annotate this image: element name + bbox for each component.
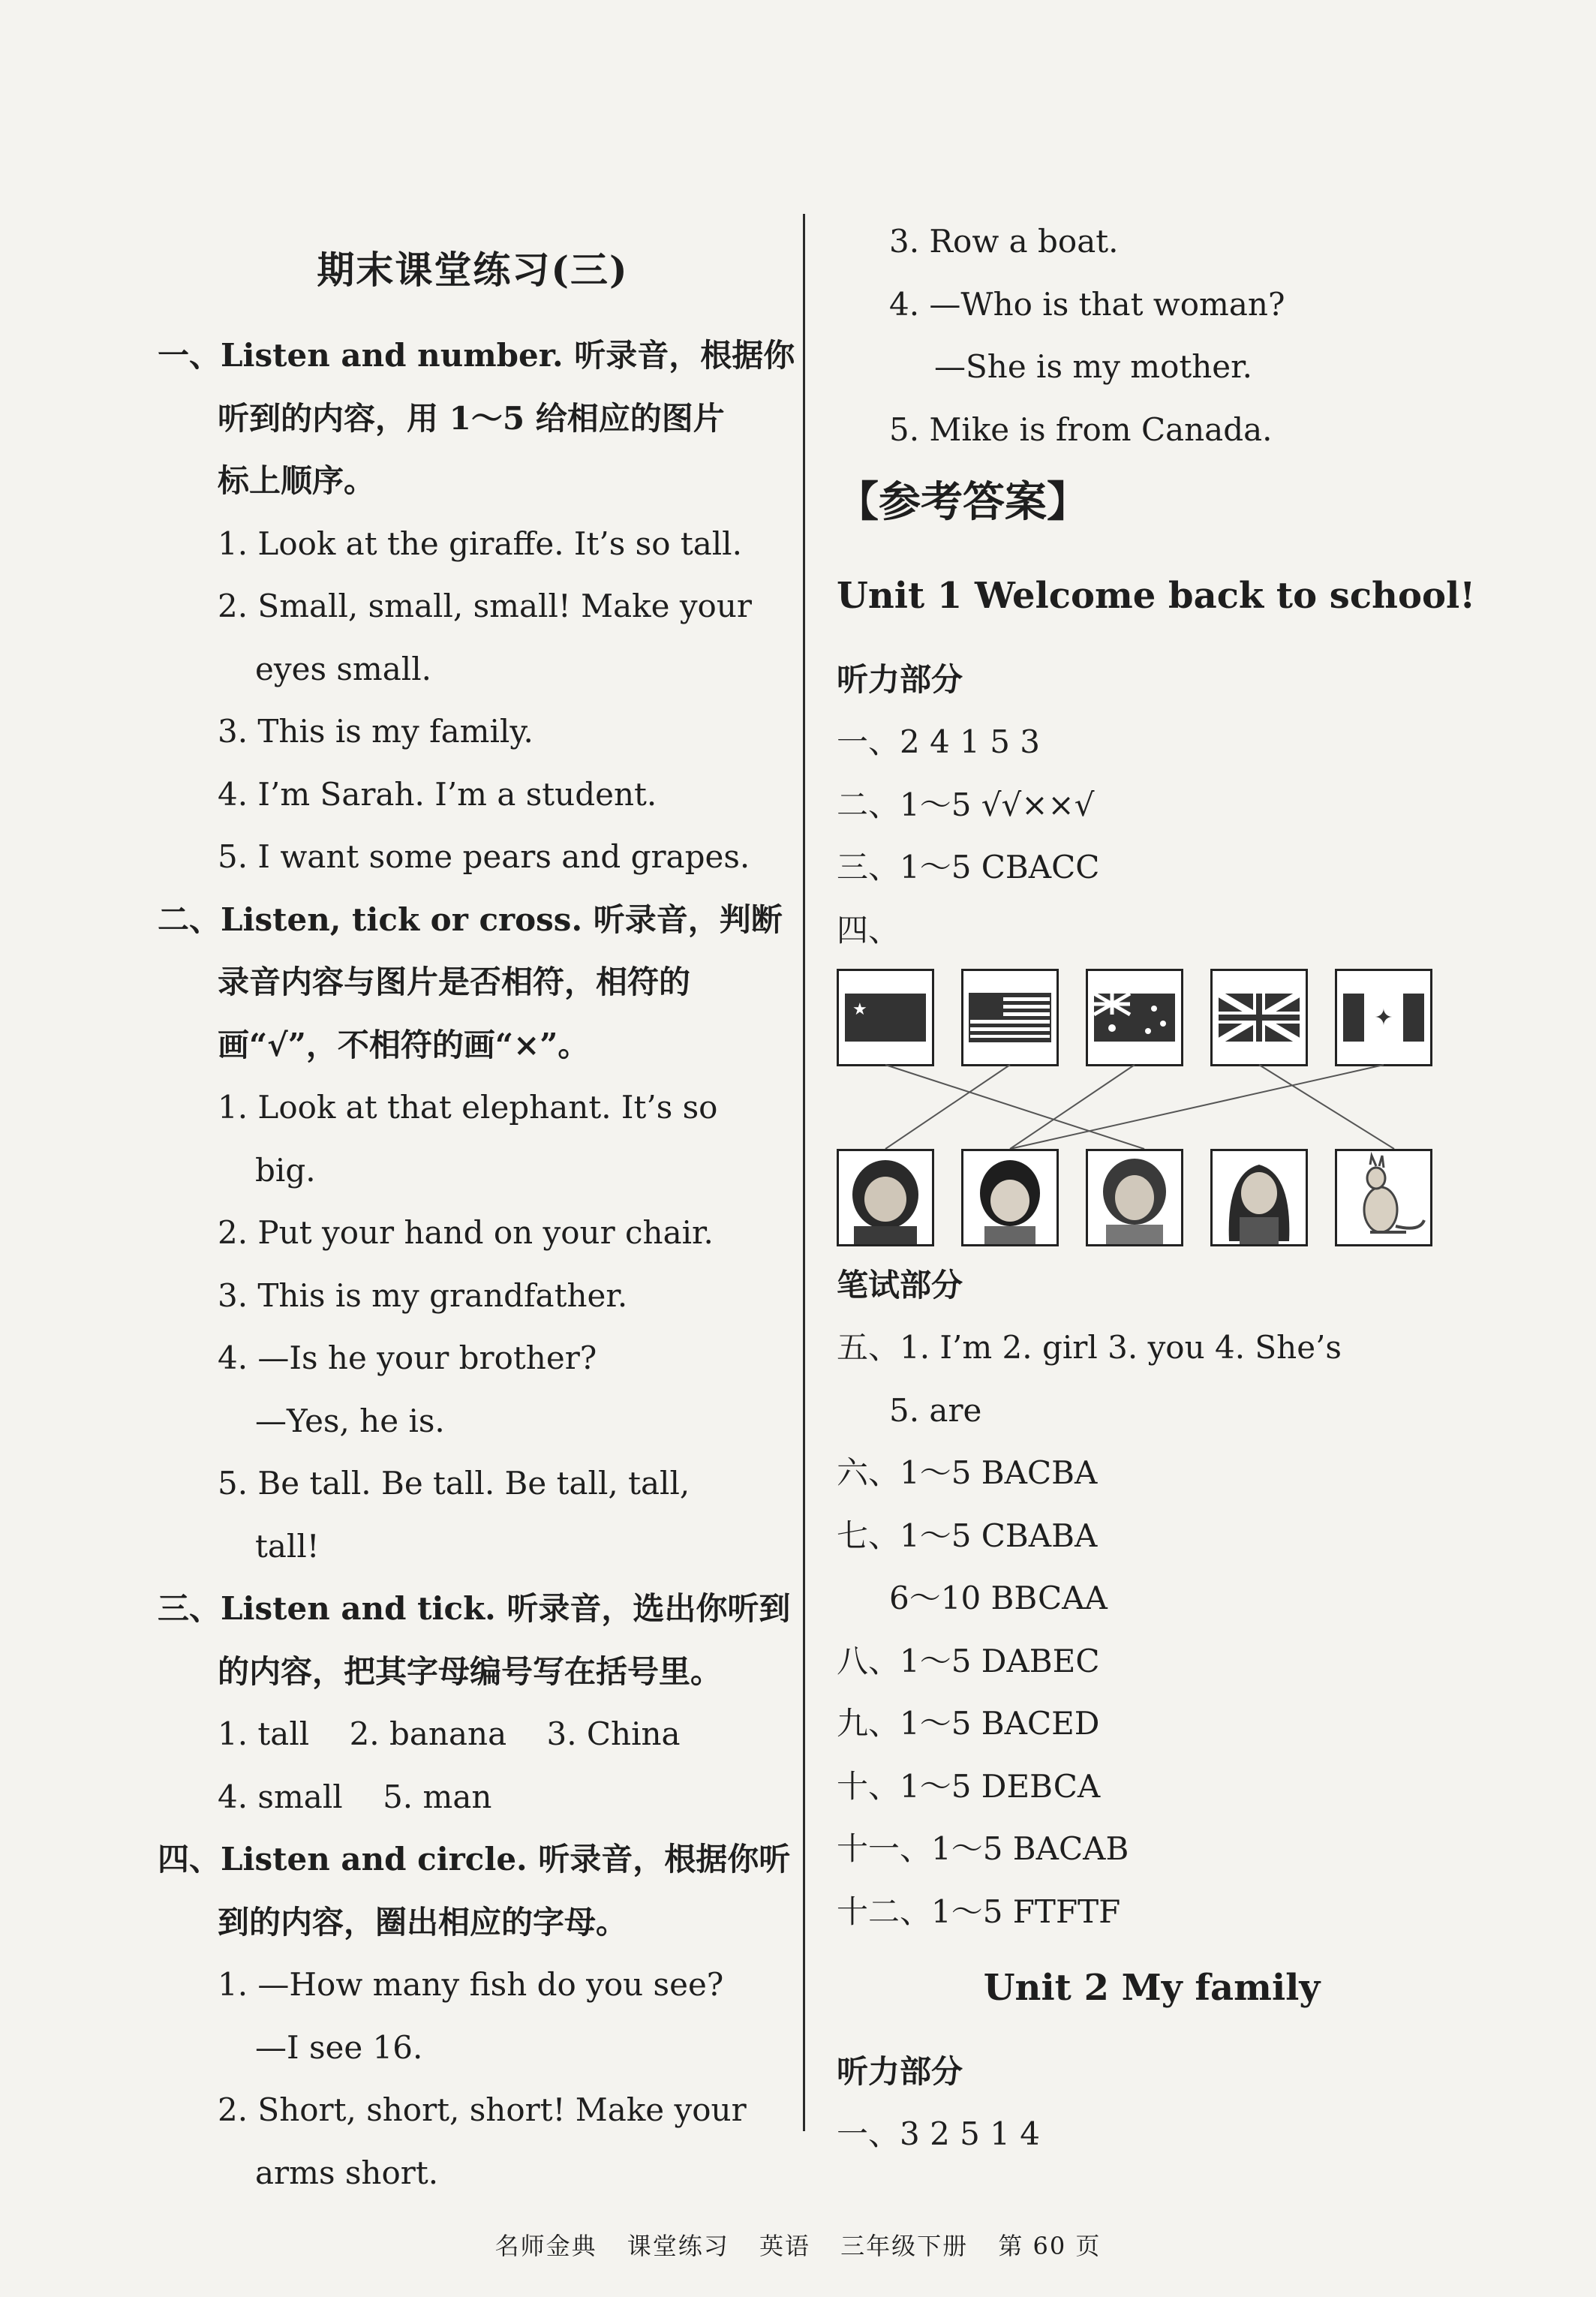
script-word: 3. China [546, 1715, 681, 1752]
answer-line: 十一、1～5 BACAB [837, 1830, 1129, 1867]
answer-line: 三、1～5 CBACC [837, 849, 1100, 885]
listening-part-label: 听力部分 [837, 2053, 963, 2090]
script-line: 2. Put your hand on your chair. [218, 1214, 714, 1251]
right-column [837, 210, 1476, 2166]
section-2-heading: 二、Listen, tick or cross. 听录音，判断 [158, 900, 783, 938]
page-footer [0, 2227, 1596, 2262]
script-word: 2. banana [349, 1715, 507, 1752]
script-line: arms short. [255, 2154, 439, 2191]
unit-1-title: Unit 1 Welcome back to school! [837, 575, 1476, 617]
listening-part-label: 听力部分 [837, 661, 963, 698]
answers-title: 【参考答案】 [837, 477, 1089, 527]
script-word: 1. tall [218, 1715, 310, 1752]
girl-2-picture-icon [961, 1149, 1059, 1246]
answer-line: 六、1～5 BACBA [837, 1454, 1098, 1491]
script-word: 5. man [383, 1778, 492, 1815]
footer-grade: 三年级下册 [840, 2232, 969, 2260]
script-word: 4. small [218, 1778, 343, 1815]
script-line: 3. This is my family. [218, 713, 534, 750]
section-2-heading-cont: 录音内容与图片是否相符，相符的 [218, 964, 691, 1000]
footer-book: 课堂练习 [627, 2232, 729, 2260]
script-line: —I see 16. [255, 2028, 423, 2066]
answer-line: 五、1. I’m 2. girl 3. you 4. She’s [837, 1329, 1342, 1366]
script-line: 1. —How many fish do you see? [218, 1966, 724, 2003]
answer-line: 一、2 4 1 5 3 [837, 723, 1041, 760]
writing-part-label: 笔试部分 [837, 1267, 963, 1303]
script-line: 5. Be tall. Be tall. Be tall, tall, [218, 1465, 690, 1502]
section-2-heading-cont: 画“√”，不相符的画“×”。 [218, 1026, 590, 1063]
svg-text:✦: ✦ [1374, 1005, 1393, 1031]
script-line: 5. I want some pears and grapes. [218, 838, 750, 875]
section-3-heading-cont: 的内容，把其字母编号写在括号里。 [218, 1652, 723, 1690]
answer-line: 二、1～5 √√××√ [837, 786, 1095, 823]
answer-line: 九、1～5 BACED [837, 1705, 1100, 1742]
script-line: 2. Short, short, short! Make your [218, 2091, 747, 2128]
script-line: 2. Small, small, small! Make your [218, 588, 752, 624]
script-line [158, 1703, 788, 1766]
section-4-heading: 四、Listen and circle. 听录音，根据你听 [158, 1841, 791, 1878]
script-line: big. [255, 1151, 316, 1189]
script-line: —She is my mother. [934, 348, 1252, 385]
script-line: tall! [255, 1527, 320, 1565]
answer-line: 四、 [837, 911, 900, 949]
left-column [158, 225, 795, 2204]
answer-line: 八、1～5 DABEC [837, 1642, 1100, 1679]
girl-1-picture-icon [837, 1149, 934, 1246]
script-line: 4. —Who is that woman? [889, 285, 1285, 323]
answer-line: 十、1～5 DEBCA [837, 1767, 1101, 1805]
script-line: eyes small. [255, 650, 431, 687]
column-divider [803, 214, 805, 2131]
section-1-heading-cont: 听到的内容，用 1～5 给相应的图片 [218, 399, 725, 437]
script-line [158, 1766, 788, 1829]
svg-text:★: ★ [852, 1000, 867, 1019]
section-4-heading-cont: 到的内容，圈出相应的字母。 [218, 1903, 628, 1941]
section-1-heading-cont: 标上顺序。 [218, 462, 376, 499]
script-line: 4. —Is he your brother? [218, 1339, 597, 1376]
script-line: 3. This is my grandfather. [218, 1276, 628, 1314]
script-line: 5. Mike is from Canada. [889, 410, 1273, 448]
answer-line: 6～10 BBCAA [889, 1580, 1108, 1616]
unit-2-title: Unit 2 My family [983, 1967, 1321, 2009]
footer-subject: 英语 [759, 2232, 810, 2260]
girl-3-picture-icon [1086, 1149, 1183, 1246]
script-line: 1. Look at that elephant. It’s so [218, 1089, 718, 1126]
section-3-heading: 三、Listen and tick. 听录音，选出你听到 [158, 1590, 791, 1627]
script-line: 1. Look at the giraffe. It’s so tall. [218, 525, 742, 562]
script-line: —Yes, he is. [255, 1402, 445, 1439]
section-1-heading: 一、Listen and number. 听录音，根据你 [158, 337, 795, 374]
flag-matching-figure [837, 969, 1467, 1254]
script-line: 4. I’m Sarah. I’m a student. [218, 775, 657, 813]
answer-line: 十二、1～5 FTFTF [837, 1893, 1121, 1930]
footer-series: 名师金典 [494, 2232, 597, 2260]
kangaroo-picture-icon [1335, 1149, 1432, 1246]
script-line: 3. Row a boat. [889, 223, 1119, 260]
answer-line: 5. are [889, 1391, 982, 1429]
answer-line: 一、3 2 5 1 4 [837, 2115, 1041, 2152]
footer-page-number: 第 60 页 [998, 2232, 1102, 2260]
page-title: 期末课堂练习(三) [317, 248, 629, 292]
girl-4-picture-icon [1210, 1149, 1308, 1246]
answer-line: 七、1～5 CBABA [837, 1517, 1098, 1554]
